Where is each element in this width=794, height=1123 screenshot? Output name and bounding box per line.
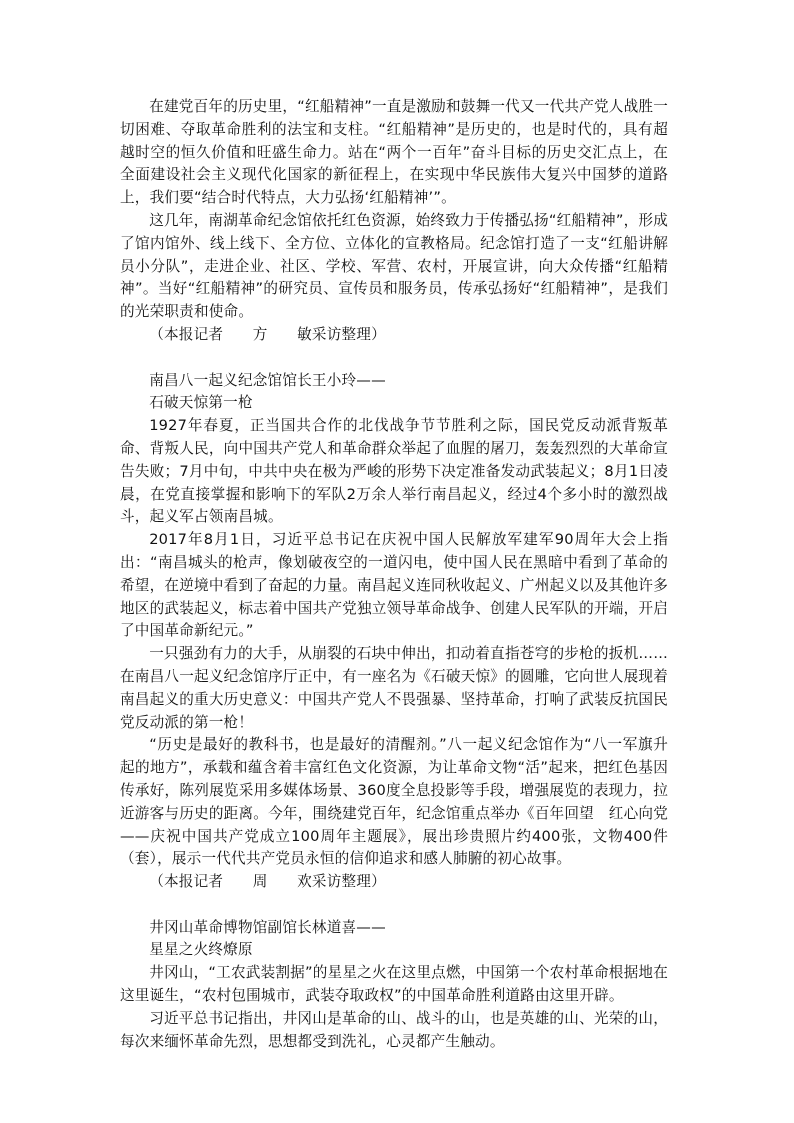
section-nanchang	[120, 370, 668, 894]
spacer	[120, 347, 668, 370]
reporter-credit: （本报记者 周 欢采访整理）	[149, 873, 386, 891]
paragraph: 习近平总书记指出，井冈山是革命的山、战斗的山，也是英雄的山、光荣的山，每次来缅怀革命先烈，思想都受到洗礼，心灵都产生触动。	[120, 1009, 668, 1050]
section-heading: 南昌八一起义纪念馆馆长王小玲——	[149, 371, 386, 389]
section-jinggangshan	[120, 917, 668, 1054]
section-subheading: 石破天惊第一枪	[149, 394, 253, 412]
paragraph: 井冈山，“工农武装割据”的星星之火在这里点燃，中国第一个农村革命根据地在这里诞生，“农村包围城市，武装夺取政权”的中国革命胜利道路由这里开辟。	[120, 964, 668, 1005]
paragraph: 一只强劲有力的大手，从崩裂的石块中伸出，扣动着直指苍穹的步枪的扳机……在南昌八一起义纪念馆序厅正中，有一座名为《石破天惊》的圆雕，它向世人展现着南昌起义的重大历史意义：中国共产党人不畏强暴、坚持革命，打响了武装反抗国民党反动派的第一枪！	[120, 645, 668, 731]
paragraph: 2017年8月1日，习近平总书记在庆祝中国人民解放军建军90周年大会上指出：“南昌城头的枪声，像划破夜空的一道闪电，使中国人民在黑暗中看到了革命的希望，在逆境中看到了奋起的力量。南昌起义连同秋收起义、广州起义以及其他许多地区的武装起义，标志着中国共产党独立领导革命战争、创建人民军队的开端，开启了中国革命新纪元。”	[120, 531, 668, 640]
article-body	[120, 96, 668, 1053]
paragraph: 1927年春夏，正当国共合作的北伐战争节节胜利之际，国民党反动派背叛革命、背叛人民，向中国共产党人和革命群众举起了血腥的屠刀，轰轰烈烈的大革命宣告失败；7月中旬，中共中央在极为严峻的形势下决定准备发动武装起义；8月1日凌晨，在党直接掌握和影响下的军队2万余人举行南昌起义，经过4个多小时的激烈战斗，起义军占领南昌城。	[120, 417, 668, 526]
spacer	[120, 894, 668, 917]
paragraph: 这几年，南湖革命纪念馆依托红色资源，始终致力于传播弘扬“红船精神”，形成了馆内馆外、线上线下、全方位、立体化的宣教格局。纪念馆打造了一支“红船讲解员小分队”，走进企业、社区、学校、军营、农村，开展宣讲，向大众传播“红船精神”。当好“红船精神”的研究员、宣传员和服务员，传承弘扬好“红船精神”，是我们的光荣职责和使命。	[120, 211, 668, 321]
paragraph: “历史是最好的教科书，也是最好的清醒剂。”八一起义纪念馆作为“八一军旗升起的地方”，承载和蕴含着丰富红色文化资源，为让革命文物“活”起来，把红色基因传承好，陈列展览采用多媒体场景、360度全息投影等手段，增强展览的表现力，拉近游客与历史的距离。今年，围绕建党百年，纪念馆重点举办《百年回望 红心向党——庆祝中国共产党成立100周年主题展》，展出珍贵照片约400张，文物400件（套），展示一代代共产党员永恒的信仰追求和感人肺腑的初心故事。	[120, 736, 668, 868]
paragraph: 在建党百年的历史里，“红船精神”一直是激励和鼓舞一代又一代共产党人战胜一切困难、夺取革命胜利的法宝和支柱。“红船精神”是历史的，也是时代的，具有超越时空的恒久价值和旺盛生命力。站在“两个一百年”奋斗目标的历史交汇点上，在全面建设社会主义现代化国家的新征程上，在实现中华民族伟大复兴中国梦的道路上，我们要“结合时代特点，大力弘扬‘红船精神’”。	[120, 98, 668, 207]
section-red-boat	[120, 96, 668, 347]
reporter-credit: （本报记者 方 敏采访整理）	[149, 325, 386, 343]
section-heading: 井冈山革命博物馆副馆长林道喜——	[149, 918, 386, 936]
section-subheading: 星星之火终燎原	[149, 941, 253, 959]
